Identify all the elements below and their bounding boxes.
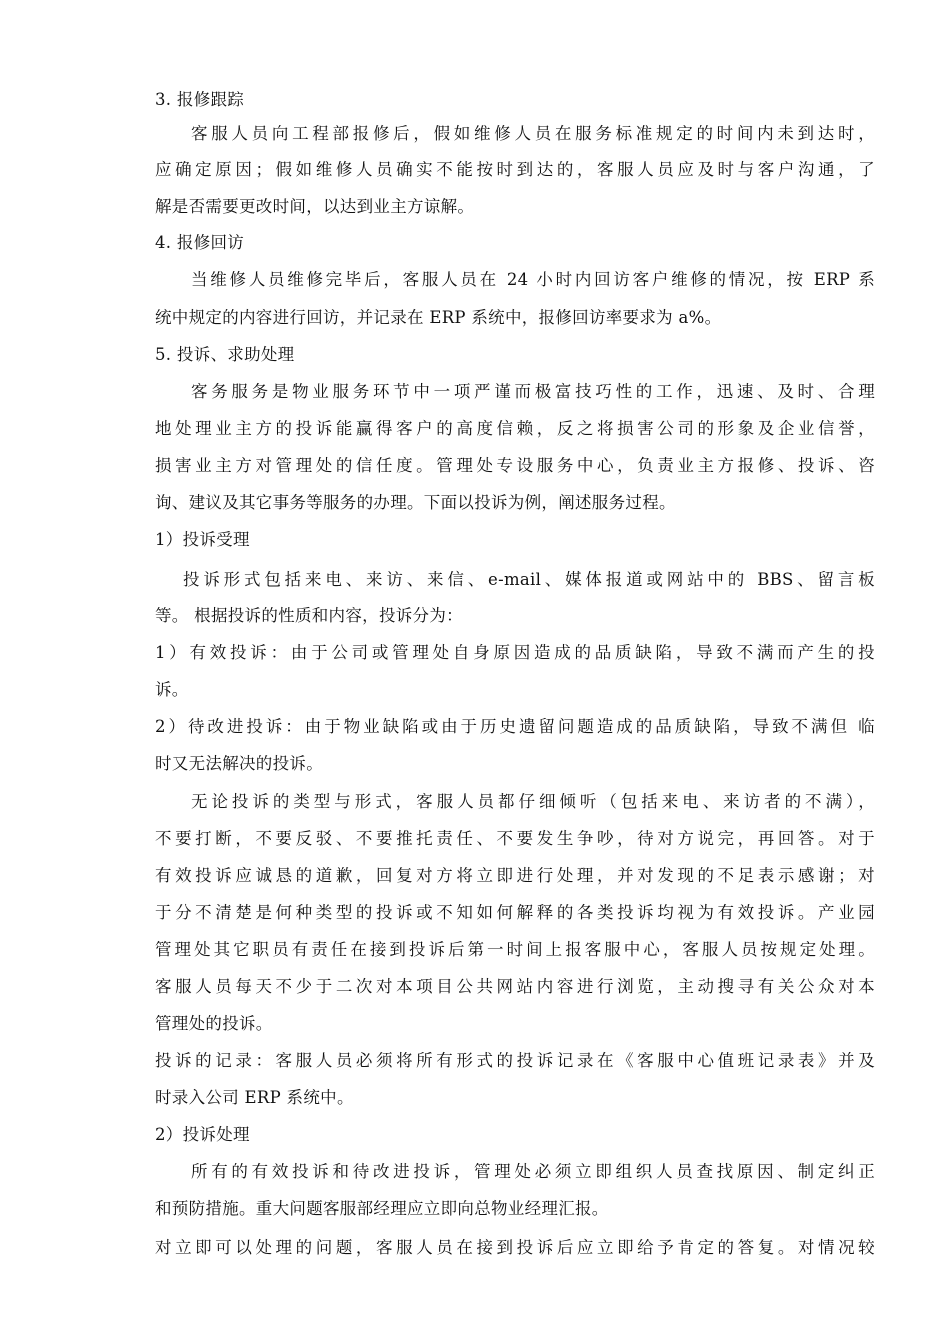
- text-line: 和预防措施。重大问题客服部经理应立即向总物业经理汇报。: [155, 1199, 609, 1218]
- text-line: 有效投诉应诚恳的道歉，回复对方将立即进行处理，并对发现的不足表示感谢；对: [155, 866, 875, 885]
- text-line: 无论投诉的类型与形式，客服人员都仔细倾听（包括来电、来访者的不满），: [191, 792, 875, 811]
- text-line: 于分不清楚是何种类型的投诉或不知如何解释的各类投诉均视为有效投诉。产业园: [155, 903, 875, 922]
- text-line: 1）投诉受理: [155, 530, 250, 549]
- text-line: 不要打断，不要反驳、不要推托责任、不要发生争吵，待对方说完，再回答。对于: [155, 829, 875, 848]
- text-line: 等。 根据投诉的性质和内容，投诉分为：: [155, 606, 463, 625]
- text-line: 1）有效投诉：由于公司或管理处自身原因造成的品质缺陷，导致不满而产生的投: [155, 643, 875, 662]
- text-line: 投诉形式包括来电、来访、来信、e-mail、媒体报道或网站中的 BBS、留言板: [183, 570, 875, 589]
- text-line: 2）待改进投诉：由于物业缺陷或由于历史遗留问题造成的品质缺陷，导致不满但 临: [155, 717, 875, 736]
- text-line: 4. 报修回访: [155, 233, 245, 252]
- text-line: 所有的有效投诉和待改进投诉，管理处必须立即组织人员查找原因、制定纠正: [191, 1162, 875, 1181]
- text-line: 管理处的投诉。: [155, 1014, 273, 1033]
- text-line: 客服人员向工程部报修后，假如维修人员在服务标准规定的时间内未到达时，: [191, 124, 875, 143]
- text-line: 投诉的记录：客服人员必须将所有形式的投诉记录在《客服中心值班记录表》并及: [155, 1051, 875, 1070]
- text-line: 3. 报修跟踪: [155, 90, 245, 109]
- text-line: 客务服务是物业服务环节中一项严谨而极富技巧性的工作，迅速、及时、合理: [191, 382, 875, 401]
- text-line: 5. 投诉、求助处理: [155, 345, 295, 364]
- text-line: 2）投诉处理: [155, 1125, 250, 1144]
- text-line: 统中规定的内容进行回访，并记录在 ERP 系统中，报修回访率要求为 a%。: [155, 308, 722, 327]
- text-line: 地处理业主方的投诉能赢得客户的高度信赖，反之将损害公司的形象及企业信誉，: [155, 419, 875, 438]
- text-line: 时录入公司 ERP 系统中。: [155, 1088, 354, 1107]
- text-line: 管理处其它职员有责任在接到投诉后第一时间上报客服中心，客服人员按规定处理。: [155, 940, 875, 959]
- text-line: 解是否需要更改时间，以达到业主方谅解。: [155, 197, 475, 216]
- text-line: 客服人员每天不少于二次对本项目公共网站内容进行浏览，主动搜寻有关公众对本: [155, 977, 875, 996]
- text-line: 当维修人员维修完毕后，客服人员在 24 小时内回访客户维修的情况，按 ERP 系: [191, 270, 875, 289]
- text-line: 损害业主方对管理处的信任度。管理处专设服务中心，负责业主方报修、投诉、咨: [155, 456, 875, 475]
- text-line: 对立即可以处理的问题，客服人员在接到投诉后应立即给予肯定的答复。对情况较: [155, 1238, 875, 1257]
- text-line: 询、建议及其它事务等服务的办理。下面以投诉为例，阐述服务过程。: [155, 493, 676, 512]
- text-line: 诉。: [155, 680, 189, 699]
- text-line: 应确定原因；假如维修人员确实不能按时到达的，客服人员应及时与客户沟通，了: [155, 160, 875, 179]
- text-line: 时又无法解决的投诉。: [155, 754, 323, 773]
